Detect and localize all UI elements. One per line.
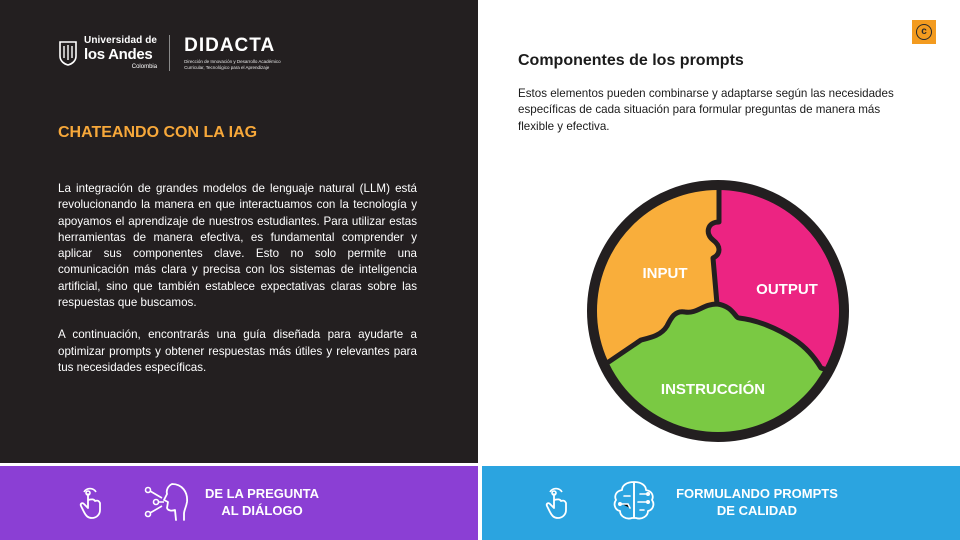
ai-head-icon	[142, 480, 190, 524]
didacta-logo	[184, 36, 281, 70]
nav-card-formulando-prompts[interactable]	[482, 466, 960, 540]
university-name-line2: los Andes	[84, 46, 153, 63]
copyright-symbol: c	[916, 24, 932, 40]
tap-hand-icon	[78, 482, 106, 520]
components-title: Componentes de los prompts	[518, 52, 744, 69]
intro-paragraph-2: A continuación, encontrarás una guía diseñada para ayudarte a optimizar prompts y obtener respuestas más útiles y relevantes para tus necesidades específicas.	[58, 328, 417, 374]
brain-circuit-icon	[610, 478, 658, 524]
uniandes-logo	[58, 36, 157, 70]
university-name-line1: Universidad de	[84, 35, 158, 46]
intro-panel	[0, 0, 478, 463]
logos-header	[58, 34, 281, 72]
intro-text	[58, 181, 417, 376]
nav-card-label: DE LA PREGUNTA AL DIÁLOGO	[204, 486, 320, 518]
components-description: Estos elementos pueden combinarse y adaptarse según las necesidades específicas de cada situación para formular preguntas de manera más flexible y efectiva.	[518, 87, 894, 133]
section-title: CHATEANDO CON LA IAG	[58, 124, 258, 141]
input-label: INPUT	[642, 265, 688, 282]
didacta-subtitle-1: Dirección de Innovación y Desarrollo Académico	[184, 58, 281, 64]
tap-hand-icon	[544, 482, 572, 520]
puzzle-diagram	[585, 178, 851, 444]
logo-divider	[169, 35, 170, 71]
intro-paragraph-1: La integración de grandes modelos de lenguaje natural (LLM) está revolucionando la manera en que interactuamos con la tecnología y apoyamos el aprendizaje de nuestros estudiantes. Para utilizar estas herramientas de manera efectiva, es fundamental comprender y aplicar sus componentes clave. Esto no solo permite una comunicación más clara y precisa con los sistemas de inteligencia artificial, sino que también establece expectativas claras sobre las respuestas que buscamos.	[58, 182, 417, 310]
university-country: Colombia	[131, 64, 158, 70]
university-crest-icon	[58, 40, 78, 66]
didacta-name: DIDACTA	[184, 34, 276, 56]
output-label: OUTPUT	[756, 281, 818, 298]
nav-card-label: FORMULANDO PROMPTS DE CALIDAD	[676, 486, 838, 518]
didacta-subtitle-2: Curricular, Tecnológico para el Aprendizaje	[184, 64, 270, 70]
instruction-label: INSTRUCCIÓN	[660, 381, 766, 398]
copyright-icon	[912, 20, 936, 44]
nav-card-de-la-pregunta[interactable]	[0, 466, 478, 540]
